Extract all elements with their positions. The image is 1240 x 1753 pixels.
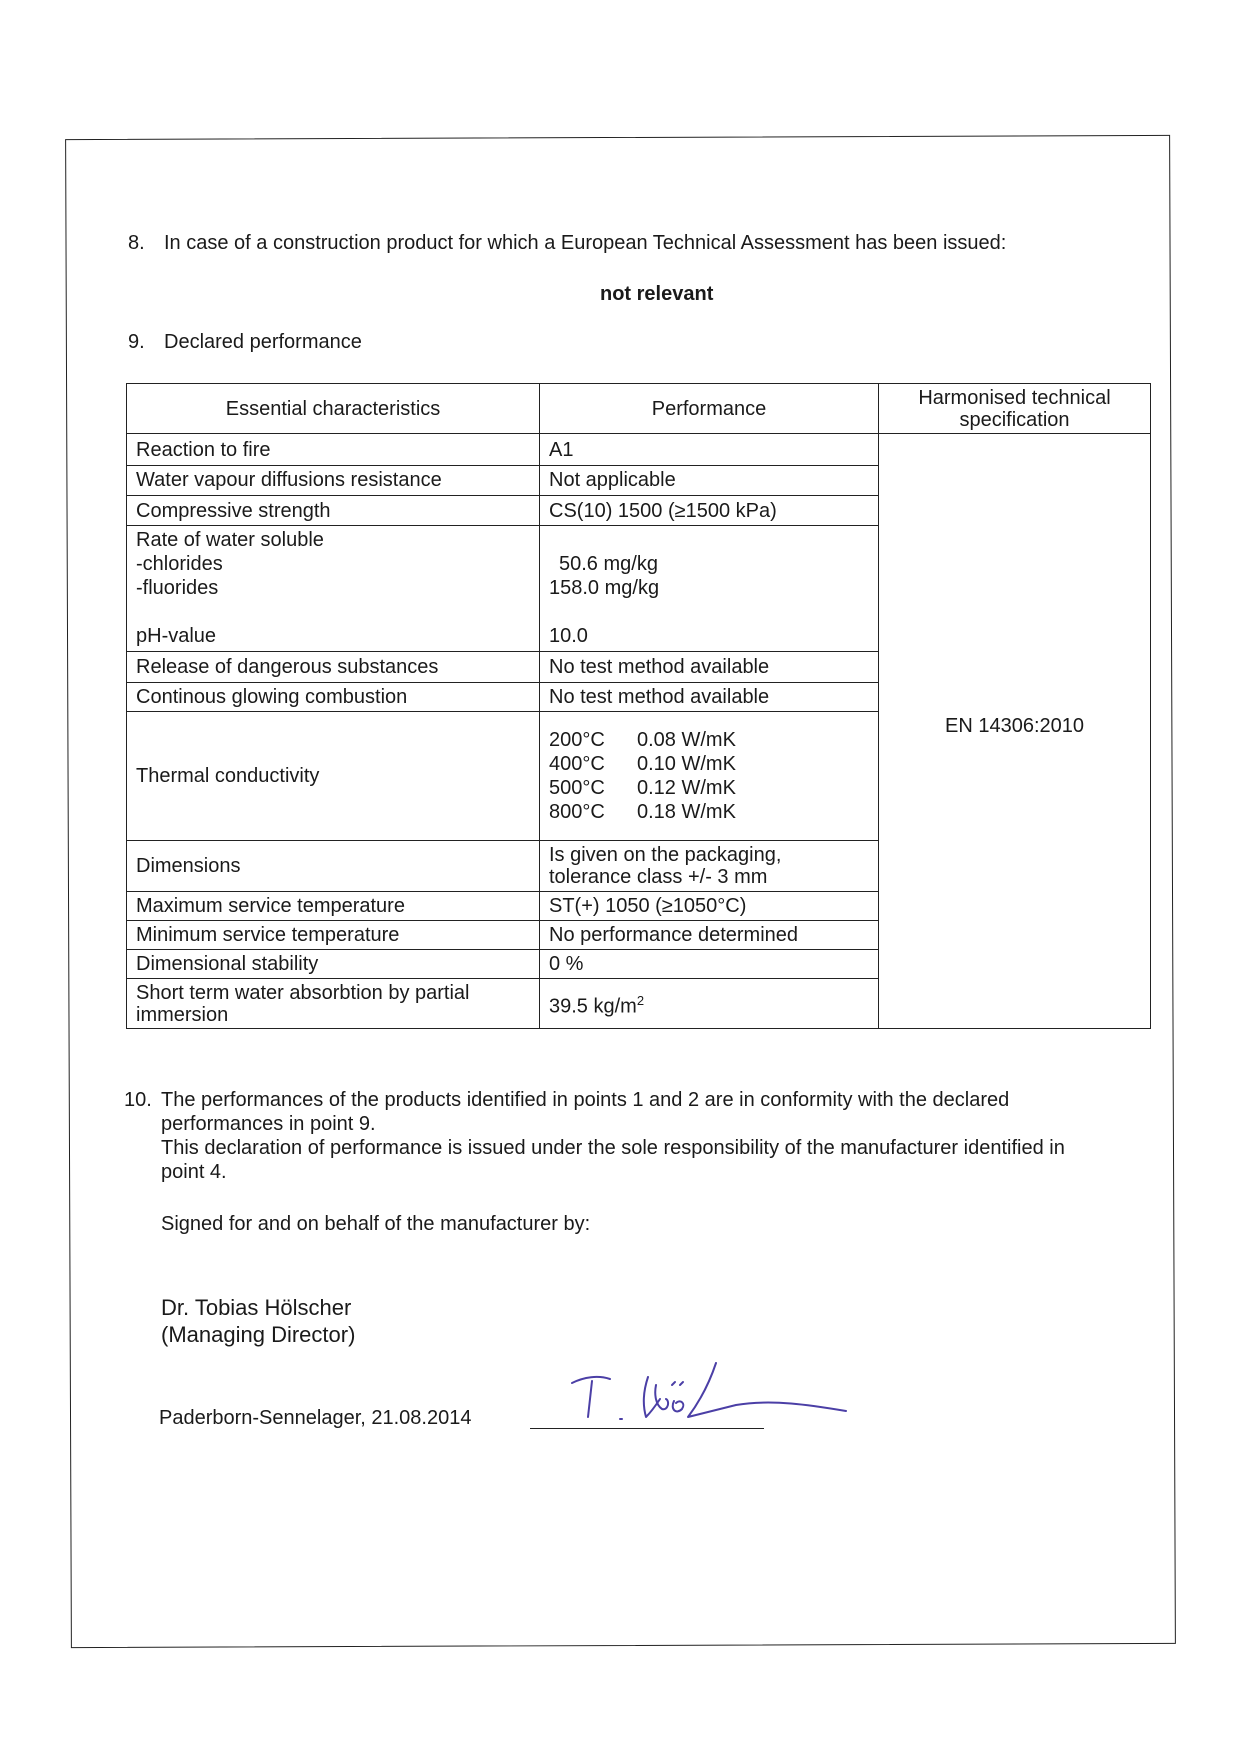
ph-value: 10.0 — [549, 625, 588, 648]
row-max-temp-performance: ST(+) 1050 (≥1050°C) — [540, 891, 879, 920]
row-soluble-characteristic — [127, 526, 540, 652]
thermal-temp: 200°C — [549, 729, 605, 752]
signature-line — [530, 1428, 764, 1429]
thermal-temp: 500°C — [549, 777, 605, 800]
row-thermal-characteristic: Thermal conductivity — [127, 712, 540, 841]
header-performance: Performance — [540, 384, 879, 434]
soluble-title: Rate of water soluble — [136, 529, 324, 552]
dimensions-line-2: tolerance class +/- 3 mm — [549, 865, 768, 888]
section-10-line-2: performances in point 9. — [161, 1113, 376, 1135]
row-vapour-characteristic: Water vapour diffusions resistance — [127, 465, 540, 495]
spacer — [549, 528, 869, 552]
row-compressive-characteristic: Compressive strength — [127, 496, 540, 526]
thermal-temp: 400°C — [549, 753, 605, 776]
row-glowing-characteristic: Continous glowing combustion — [127, 682, 540, 711]
row-absorption-characteristic — [127, 979, 540, 1029]
dimensions-line-1: Is given on the packaging, — [549, 843, 782, 866]
harmonised-spec-value: EN 14306:2010 — [879, 434, 1151, 1029]
row-max-temp-characteristic: Maximum service temperature — [127, 891, 540, 920]
thermal-value: 0.12 W/mK — [637, 777, 736, 800]
thermal-value-row — [549, 776, 869, 800]
row-thermal-performance — [540, 712, 879, 841]
row-compressive-performance: CS(10) 1500 (≥1500 kPa) — [540, 496, 879, 526]
row-dimensions-performance — [540, 841, 879, 891]
absorption-value: 39.5 kg/m — [549, 995, 637, 1018]
row-stability-characteristic: Dimensional stability — [127, 950, 540, 979]
handwritten-signature — [560, 1355, 860, 1430]
table-row — [127, 434, 1151, 465]
section-8-number: 8. — [128, 232, 145, 254]
row-min-temp-characteristic: Minimum service temperature — [127, 920, 540, 949]
signatory-title: (Managing Director) — [161, 1322, 356, 1347]
fluorides-value: 158.0 mg/kg — [549, 577, 660, 600]
row-stability-performance: 0 % — [540, 950, 879, 979]
spacer — [549, 600, 869, 624]
place-and-date: Paderborn-Sennelager, 21.08.2014 — [159, 1407, 472, 1429]
section-9-number: 9. — [128, 331, 145, 353]
absorption-line-1: Short term water absorbtion by partial — [136, 981, 470, 1004]
row-dangerous-characteristic: Release of dangerous substances — [127, 652, 540, 682]
section-10-line-3: This declaration of performance is issued under the sole responsibility of the manufacturer identified in — [161, 1137, 1065, 1159]
chlorides-value: 50.6 mg/kg — [559, 553, 658, 576]
thermal-value: 0.10 W/mK — [637, 753, 736, 776]
row-absorption-performance — [540, 979, 879, 1029]
header-essential-characteristics: Essential characteristics — [127, 384, 540, 434]
spacer — [136, 600, 530, 624]
row-min-temp-performance: No performance determined — [540, 920, 879, 949]
chlorides-label: -chlorides — [136, 553, 223, 576]
absorption-superscript: 2 — [636, 992, 645, 1008]
row-soluble-performance — [540, 526, 879, 652]
absorption-line-2: immersion — [136, 1003, 229, 1026]
thermal-value-row — [549, 752, 869, 776]
row-reaction-characteristic: Reaction to fire — [127, 434, 540, 465]
fluorides-label: -fluorides — [136, 577, 219, 600]
section-8-text: In case of a construction product for which a European Technical Assessment has been issued: — [164, 232, 1007, 254]
declared-performance-table — [126, 383, 1151, 1029]
row-vapour-performance: Not applicable — [540, 465, 879, 495]
signatory-name: Dr. Tobias Hölscher — [161, 1295, 352, 1320]
thermal-value: 0.08 W/mK — [637, 729, 736, 752]
header-harmonised-spec: Harmonised technical specification — [879, 384, 1151, 434]
thermal-value: 0.18 W/mK — [637, 801, 736, 824]
section-8-value: not relevant — [600, 283, 714, 305]
signed-for-text: Signed for and on behalf of the manufacturer by: — [161, 1213, 591, 1235]
section-10-line-4: point 4. — [161, 1161, 227, 1183]
section-10-line-1: The performances of the products identified in points 1 and 2 are in conformity with the declared — [161, 1089, 1010, 1111]
ph-label: pH-value — [136, 625, 217, 648]
row-dangerous-performance: No test method available — [540, 652, 879, 682]
section-9-title: Declared performance — [164, 331, 362, 353]
section-10-number: 10. — [124, 1089, 152, 1111]
row-dimensions-characteristic: Dimensions — [127, 841, 540, 891]
row-glowing-performance: No test method available — [540, 682, 879, 711]
thermal-value-row — [549, 728, 869, 752]
thermal-value-row — [549, 800, 869, 824]
thermal-temp: 800°C — [549, 801, 605, 824]
row-reaction-performance: A1 — [540, 434, 879, 465]
